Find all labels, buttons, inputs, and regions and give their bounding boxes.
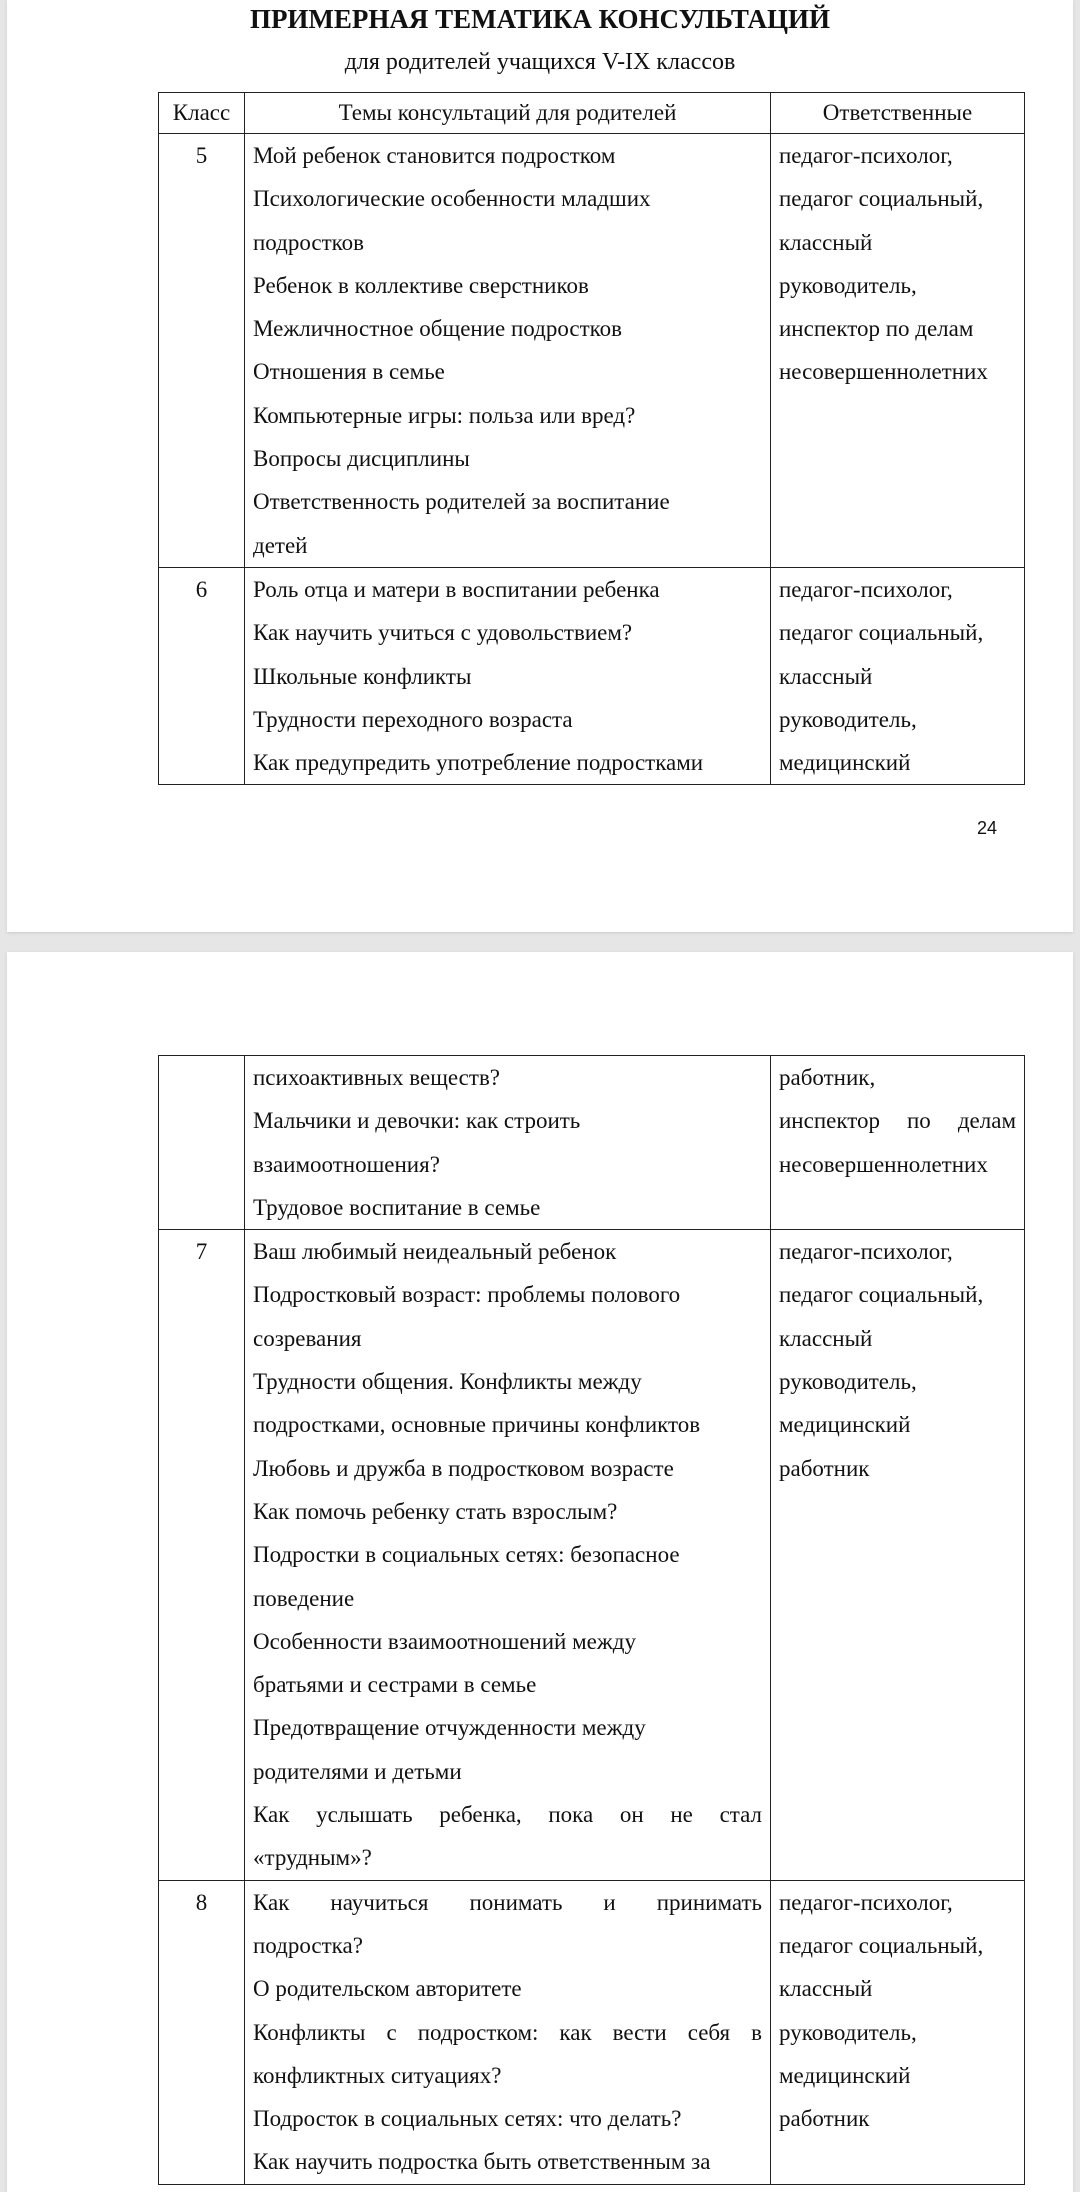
responsible-line: педагог-психолог,: [779, 1889, 953, 1915]
table-row: [159, 1230, 1025, 1880]
grade-number: 8: [195, 1889, 208, 1915]
topic-line: Школьные конфликты: [253, 663, 472, 689]
topic-line: Как услышать ребенка, пока он не стал: [253, 1802, 762, 1828]
responsible-line: инспектор по делам: [779, 1108, 1016, 1134]
topic-line: Роль отца и матери в воспитании ребенка: [253, 576, 660, 602]
topics-cell: [245, 1880, 771, 2184]
topic-line: Подросток в социальных сетях: что делать?: [253, 2106, 682, 2132]
topic-line: Компьютерные игры: польза или вред?: [253, 402, 636, 428]
grade-cell: [159, 567, 245, 784]
responsible-cell: [771, 567, 1025, 784]
responsible-line: педагог-психолог,: [779, 143, 953, 168]
topic-line: Как помочь ребенку стать взрослым?: [253, 1498, 618, 1524]
grade-cell: [159, 1880, 245, 2184]
grade-cell: [159, 1230, 245, 1880]
grade-cell: [159, 134, 245, 568]
responsible-line: руководитель,: [779, 706, 917, 732]
topic-line: Трудовое воспитание в семье: [253, 1194, 541, 1220]
topic-line: подростка?: [253, 1932, 363, 1958]
responsible-line: классный: [779, 1976, 873, 2002]
responsible-line: руководитель,: [779, 272, 917, 298]
table-row: [159, 567, 1025, 784]
responsible-line: работник: [779, 2106, 870, 2132]
topic-line: взаимоотношения?: [253, 1151, 440, 1177]
topic-line: Как научить учиться с удовольствием?: [253, 620, 633, 646]
responsible-line: руководитель,: [779, 1369, 917, 1395]
responsible-line: работник,: [779, 1065, 876, 1090]
consultation-table-continued: [158, 1055, 1025, 2185]
topic-line: «трудным»?: [253, 1845, 372, 1871]
topic-line: поведение: [253, 1585, 355, 1611]
responsible-line: классный: [779, 663, 873, 689]
responsible-line: классный: [779, 229, 873, 255]
responsible-line: руководитель,: [779, 2019, 917, 2045]
topic-line: Трудности переходного возраста: [253, 706, 573, 732]
page-number: 24: [977, 818, 998, 838]
responsible-line: инспектор по делам: [779, 316, 974, 342]
consultation-table: [158, 92, 1025, 785]
topic-line: Как предупредить употребление подростками: [253, 750, 704, 776]
topic-line: Подростки в социальных сетях: безопасное: [253, 1542, 680, 1568]
responsible-line: педагог-психолог,: [779, 1239, 953, 1265]
topic-line: подростков: [253, 229, 365, 255]
topic-line: подростками, основные причины конфликтов: [253, 1412, 701, 1438]
document-page-2: [7, 952, 1073, 2192]
topics-cell: [245, 1056, 771, 1230]
topic-line: психоактивных веществ?: [253, 1065, 501, 1090]
grade-cell: [159, 1056, 245, 1230]
topics-cell: [245, 567, 771, 784]
topic-line: Конфликты с подростком: как вести себя в: [253, 2019, 762, 2045]
topics-cell: [245, 1230, 771, 1880]
table-row: [159, 134, 1025, 568]
header-topics: Темы консультаций для родителей: [245, 93, 771, 134]
topic-line: Трудности общения. Конфликты между: [253, 1369, 642, 1395]
responsible-line: медицинский: [779, 1412, 911, 1438]
responsible-line: классный: [779, 1325, 873, 1351]
responsible-line: педагог-психолог,: [779, 576, 953, 602]
responsible-line: педагог социальный,: [779, 186, 984, 212]
responsible-line: педагог социальный,: [779, 1282, 984, 1308]
topic-line: Как научиться понимать и принимать: [253, 1889, 762, 1915]
topic-line: О родительском авторитете: [253, 1976, 522, 2002]
responsible-line: педагог социальный,: [779, 620, 984, 646]
topic-line: Отношения в семье: [253, 359, 445, 385]
topic-line: Любовь и дружба в подростковом возрасте: [253, 1455, 674, 1481]
topic-line: Ответственность родителей за воспитание: [253, 489, 670, 515]
responsible-cell: [771, 1880, 1025, 2184]
responsible-line: медицинский: [779, 750, 911, 776]
topic-line: конфликтных ситуациях?: [253, 2062, 502, 2088]
header-responsible: Ответственные: [771, 93, 1025, 134]
topics-cell: [245, 134, 771, 568]
topic-line: Как научить подростка быть ответственным за: [253, 2149, 711, 2175]
responsible-cell: [771, 1230, 1025, 1880]
grade-number: 7: [195, 1239, 208, 1265]
topic-line: детей: [253, 532, 308, 558]
topic-line: Предотвращение отчужденности между: [253, 1715, 646, 1741]
document-page-1: [7, 0, 1073, 932]
topic-line: Межличностное общение подростков: [253, 316, 623, 342]
grade-number: 5: [195, 143, 208, 168]
responsible-line: педагог социальный,: [779, 1932, 984, 1958]
topic-line: созревания: [253, 1325, 362, 1351]
responsible-cell: [771, 134, 1025, 568]
topic-line: Мальчики и девочки: как строить: [253, 1108, 581, 1134]
header-grade: Класс: [159, 93, 245, 134]
responsible-line: несовершеннолетних: [779, 1151, 988, 1177]
document-subtitle: для родителей учащихся V-IX классов: [344, 49, 736, 75]
topic-line: Вопросы дисциплины: [253, 446, 470, 472]
responsible-line: медицинский: [779, 2062, 911, 2088]
grade-number: 6: [195, 576, 208, 602]
topic-line: родителями и детьми: [253, 1758, 462, 1784]
responsible-line: несовершеннолетних: [779, 359, 988, 385]
topic-line: братьями и сестрами в семье: [253, 1672, 537, 1698]
topic-line: Особенности взаимоотношений между: [253, 1628, 636, 1654]
responsible-line: работник: [779, 1455, 870, 1481]
topic-line: Мой ребенок становится подростком: [253, 143, 616, 168]
table-row: [159, 1880, 1025, 2184]
topic-line: Ребенок в коллективе сверстников: [253, 272, 589, 298]
document-title: ПРИМЕРНАЯ ТЕМАТИКА КОНСУЛЬТАЦИЙ: [249, 4, 831, 34]
topic-line: Психологические особенности младших: [253, 186, 651, 212]
table-header-row: [159, 93, 1025, 134]
topic-line: Подростковый возраст: проблемы полового: [253, 1282, 681, 1308]
table-row: [159, 1056, 1025, 1230]
responsible-cell: [771, 1056, 1025, 1230]
topic-line: Ваш любимый неидеальный ребенок: [253, 1239, 617, 1265]
